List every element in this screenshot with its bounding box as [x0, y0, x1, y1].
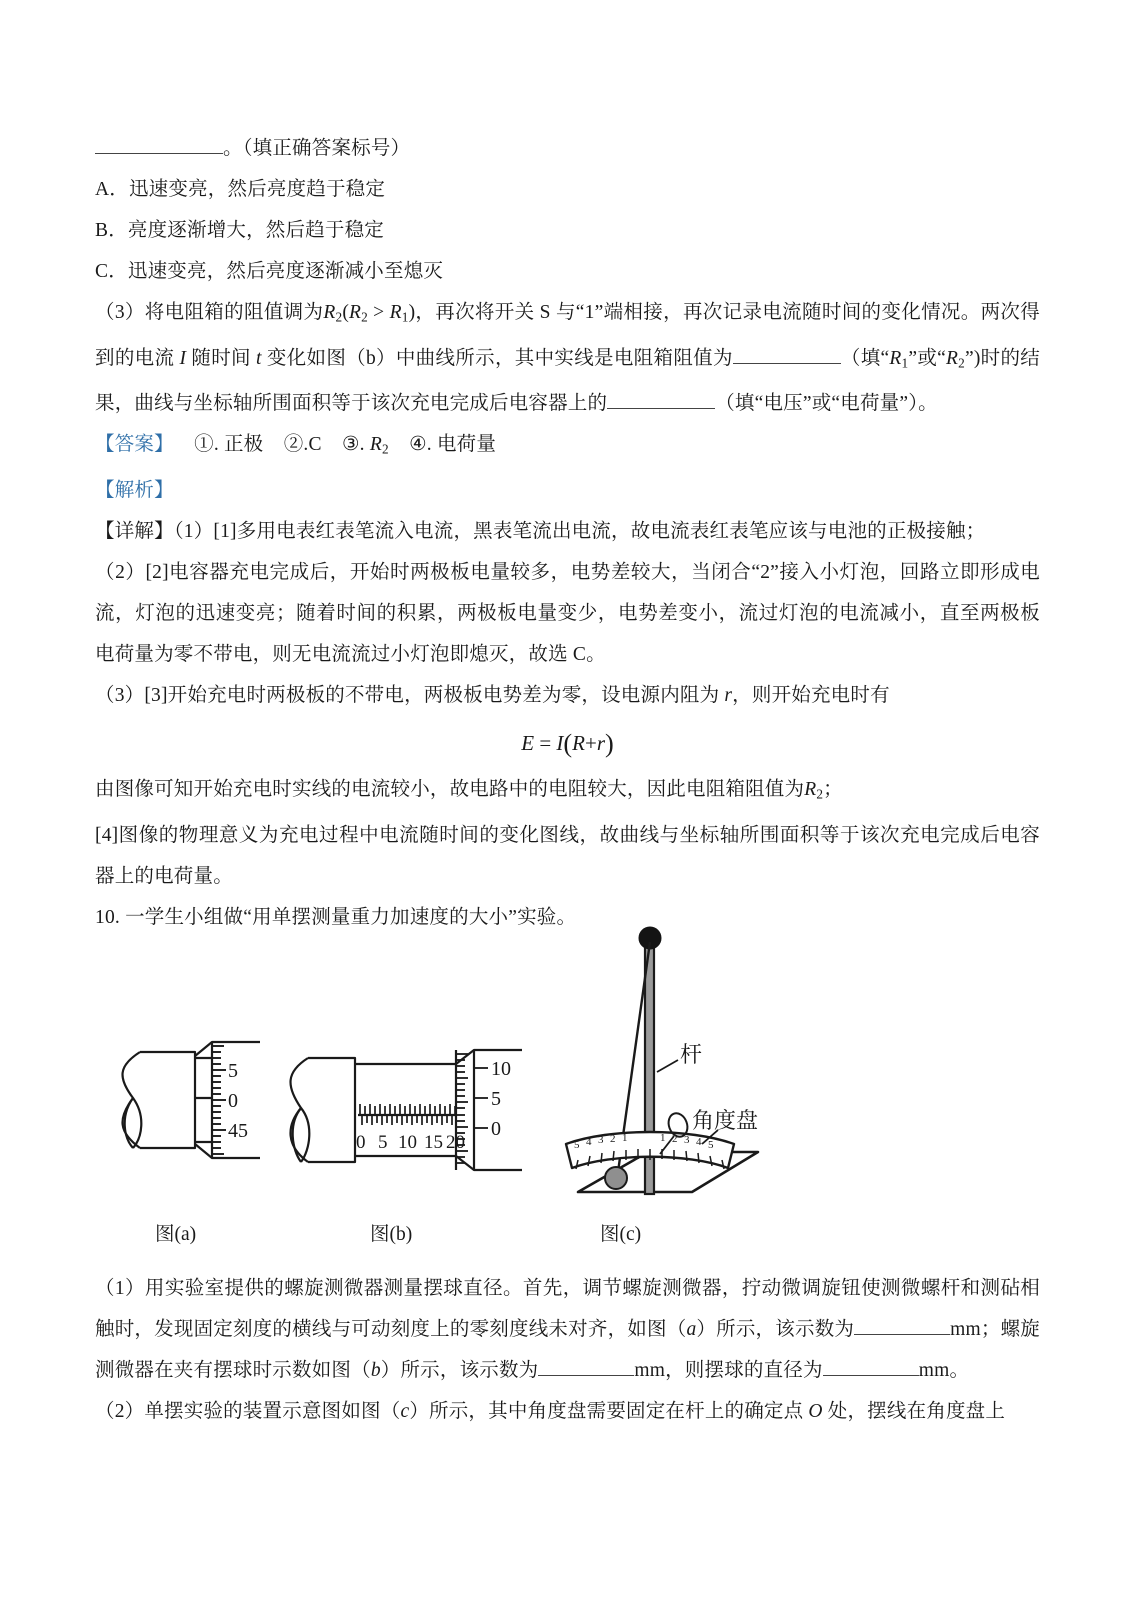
formula-eq: = — [534, 731, 557, 756]
q10-point-O: O — [808, 1401, 823, 1422]
caption-figure-b: 图(b) — [370, 1224, 413, 1245]
figure-b-main-15: 15 — [424, 1132, 443, 1153]
q9-part3-text-d2: （填“电压”或“电 — [715, 393, 860, 415]
formula-emf — [95, 720, 1040, 767]
detail-text-3b: ，则开始充电时有 — [732, 685, 890, 707]
figure-a-label-45: 45 — [228, 1120, 248, 1142]
formula-plus: + — [584, 731, 597, 756]
symbol-r: r — [724, 685, 733, 707]
analysis-detail-3 — [95, 675, 1040, 716]
answer-item-3: ③. — [342, 434, 365, 456]
answer-blank[interactable] — [607, 389, 715, 410]
symbol-t: t — [256, 347, 262, 369]
q10-ref-b: b — [370, 1360, 381, 1381]
symbol-R1-quoted-sub: 1 — [901, 355, 909, 371]
figure-a-label-5: 5 — [228, 1060, 238, 1082]
figure-c-dial-left-3: 3 — [598, 1134, 604, 1146]
analysis-detail-4 — [95, 769, 1040, 815]
q9-part3-text-d1: ”)时的结果，曲线与坐标轴所围面积等于该次充电完成后电容器上的 — [95, 347, 1040, 415]
q9-part3-text-c1: 两次得到的电流 — [95, 302, 1040, 369]
formula-I: I — [556, 731, 564, 756]
q9-part3-text-e: 荷量”）。 — [859, 393, 938, 415]
figure-group — [95, 920, 1040, 1265]
q9-blank-prompt-text: 。（填正确答案标号） — [223, 138, 411, 159]
q10-part3-text-1: （2）单摆实验的装置示意图如图（ — [95, 1401, 401, 1422]
q9-blank-prompt — [95, 128, 1040, 169]
symbol-R1-sub: 1 — [401, 309, 409, 325]
symbol-R2: R — [323, 302, 336, 323]
caption-figure-c: 图(c) — [600, 1224, 642, 1245]
figure-b-main-0: 0 — [356, 1132, 366, 1153]
q9-part3-text-c4: （填“ — [840, 347, 890, 369]
analysis-detail-2: （2）[2]电容器充电完成后，开始时两极板电量较多，电势差较大，当闭合“2”接入小灯泡，回路立即形成电流，灯泡的迅速变亮；随着时间的积累，两极板电量变少，电势差变小，流过灯泡的电流减小，直至两极板电荷量为零不带电，则无电流流过小灯泡即熄灭，故选 C。 — [95, 562, 1040, 666]
figure-b-thimble-5: 5 — [491, 1088, 501, 1110]
figure-c-dial-right-4: 4 — [696, 1136, 702, 1148]
figure-b-thimble-10: 10 — [491, 1058, 511, 1080]
formula-R: R — [572, 731, 585, 756]
detail-text-3a: （3）[3]开始充电时两极板的不带电，两极板电势差为零，设电源内阻为 — [95, 685, 725, 707]
figure-c-pendulum — [550, 920, 870, 1220]
symbol-I: I — [179, 347, 187, 369]
q9-part3-text-c3: 变化如图（b）中曲线所示，其中实线是电阻箱阻值为 — [261, 347, 733, 369]
symbol-R1-quoted: R — [889, 347, 902, 369]
figure-captions — [95, 1218, 1040, 1248]
q10-part3 — [95, 1391, 1040, 1432]
q10-part2-text-1: 螺旋测微器在夹有摆球时示数如图（ — [95, 1319, 1040, 1381]
symbol-gt: > — [367, 302, 390, 323]
analysis-label-line — [95, 470, 1040, 511]
q9-option-b[interactable]: B．亮度逐渐增大，然后趋于稳定 — [95, 220, 385, 241]
paren-open: ( — [342, 302, 350, 323]
q9-part3-text-a: （3）将电阻箱的阻值调为 — [95, 302, 324, 323]
formula-r: r — [596, 731, 606, 756]
figure-c-dial-right-2: 2 — [672, 1133, 678, 1145]
answer-blank[interactable] — [823, 1356, 919, 1377]
figure-c-dial-right-1: 1 — [660, 1132, 666, 1144]
figure-b-main-5: 5 — [378, 1132, 388, 1153]
q10-part3-text-2: ）所示，其中角度盘需要固定在杆上的确定点 — [409, 1401, 809, 1422]
symbol-R2-sub: 2 — [335, 309, 343, 325]
q10-stem-text: 一学生小组做“用单摆测量重力加速度的大小”实验。 — [125, 906, 577, 928]
symbol-R2b: R — [349, 302, 362, 323]
q10-number: 10. — [95, 906, 120, 928]
figure-b-main-20: 20 — [446, 1132, 465, 1153]
figure-c-rod-label: 杆 — [680, 1042, 703, 1067]
q9-option-a[interactable]: A．迅速变亮，然后亮度趋于稳定 — [95, 179, 386, 200]
q10-tail-text — [95, 1268, 1040, 1432]
answer-label: 【答案】 — [95, 434, 174, 456]
q10-part1-text-2: ）所示，该示数为 — [696, 1319, 855, 1340]
q9-part3-text-b: ，再次将开关 S 与“1”端相接，再次记录电流随时间的变化情况。 — [415, 302, 981, 323]
answer-blank[interactable] — [854, 1315, 950, 1336]
document-body — [95, 128, 1040, 938]
detail-label: 【详解】 — [95, 521, 174, 543]
q9-part3-text-c2: 随时间 — [186, 347, 257, 369]
detail-text-4a: 由图像可知开始充电时实线的电流较小，故电路中的电阻较大，因此电阻箱阻值为 — [95, 779, 805, 801]
answer-blank[interactable] — [733, 343, 841, 364]
analysis-detail-5: [4]图像的物理意义为充电过程中电流随时间的变化图线，故曲线与坐标轴所围面积等于该次充电完成后电容器上的电荷量。 — [95, 824, 1040, 887]
q9-part3-paragraph — [95, 292, 1040, 424]
answer-item-4: ④. 电荷量 — [409, 434, 497, 456]
analysis-detail-1 — [95, 511, 1040, 552]
symbol-R2-quoted-sub: 2 — [958, 355, 965, 371]
q9-option-c[interactable]: C．迅速变亮，然后亮度逐渐减小至熄灭 — [95, 261, 444, 282]
symbol-R2-result: R — [804, 779, 817, 801]
figure-c-dial-right-3: 3 — [684, 1134, 690, 1146]
q9-part3-quote-open: “ — [937, 347, 947, 369]
figure-c-dial-left-2: 2 — [610, 1133, 616, 1145]
detail-text-4b: ； — [823, 779, 843, 801]
q9-part3-text-c5: ”或 — [908, 347, 938, 369]
q10-ref-a: a — [686, 1319, 697, 1340]
answer-blank[interactable] — [95, 134, 223, 155]
q10-part1 — [95, 1268, 1040, 1391]
paren-close: ) — [408, 302, 416, 323]
answer-item-2: ②.C — [283, 434, 322, 456]
figure-c-dial-left-5: 5 — [574, 1139, 580, 1151]
figure-b-micrometer — [260, 1020, 525, 1180]
detail-text-1: （1）[1]多用电表红表笔流入电流，黑表笔流出电流，故电流表红表笔应该与电池的正极接触； — [173, 521, 986, 543]
q10-part3-text-3: 处，摆线在角度盘上 — [822, 1401, 1006, 1422]
figure-b-thimble-0: 0 — [491, 1118, 501, 1140]
figure-a-label-0: 0 — [228, 1090, 238, 1112]
q10-ref-c: c — [400, 1401, 410, 1422]
symbol-R2-result-sub: 2 — [816, 786, 824, 802]
q10-part2-text-2: ）所示，该示数为 — [380, 1360, 539, 1381]
caption-figure-a: 图(a) — [155, 1224, 197, 1245]
q10-part1-text-1: （1）用实验室提供的螺旋测微器测量摆球直径。首先，调节螺旋测微器，拧动微调旋钮使测微螺杆和测砧相触时，发现固定刻度的横线与可动刻度上的零刻度线未对齐，如图（ — [95, 1278, 1040, 1340]
figure-a-micrometer — [100, 1020, 265, 1180]
q10-part1-text-3: mm； — [950, 1319, 1001, 1340]
symbol-R2b-sub: 2 — [361, 309, 368, 325]
answer-item-3-sub: 2 — [381, 442, 389, 458]
formula-paren-open: ( — [563, 729, 573, 759]
figure-c-dial-left-1: 1 — [622, 1132, 628, 1144]
answer-item-3-math: R — [369, 434, 382, 456]
formula-paren-close: ) — [605, 729, 614, 759]
q10-part2-text-3: mm，则摆球的直径为 — [634, 1360, 823, 1381]
formula-E: E — [521, 731, 535, 756]
symbol-R2-quoted: R — [946, 347, 959, 369]
analysis-label: 【解析】 — [95, 480, 174, 502]
answer-blank[interactable] — [538, 1356, 634, 1377]
figure-c-dial-right-5: 5 — [708, 1139, 714, 1151]
symbol-R1: R — [389, 302, 402, 323]
q10-part2-text-4: mm。 — [918, 1360, 970, 1381]
answer-line — [95, 424, 1040, 470]
figure-b-main-10: 10 — [398, 1132, 417, 1153]
figure-c-dial-left-4: 4 — [586, 1136, 592, 1148]
answer-item-1: ①. 正极 — [194, 434, 264, 456]
figure-c-dial-label: 角度盘 — [692, 1108, 759, 1133]
